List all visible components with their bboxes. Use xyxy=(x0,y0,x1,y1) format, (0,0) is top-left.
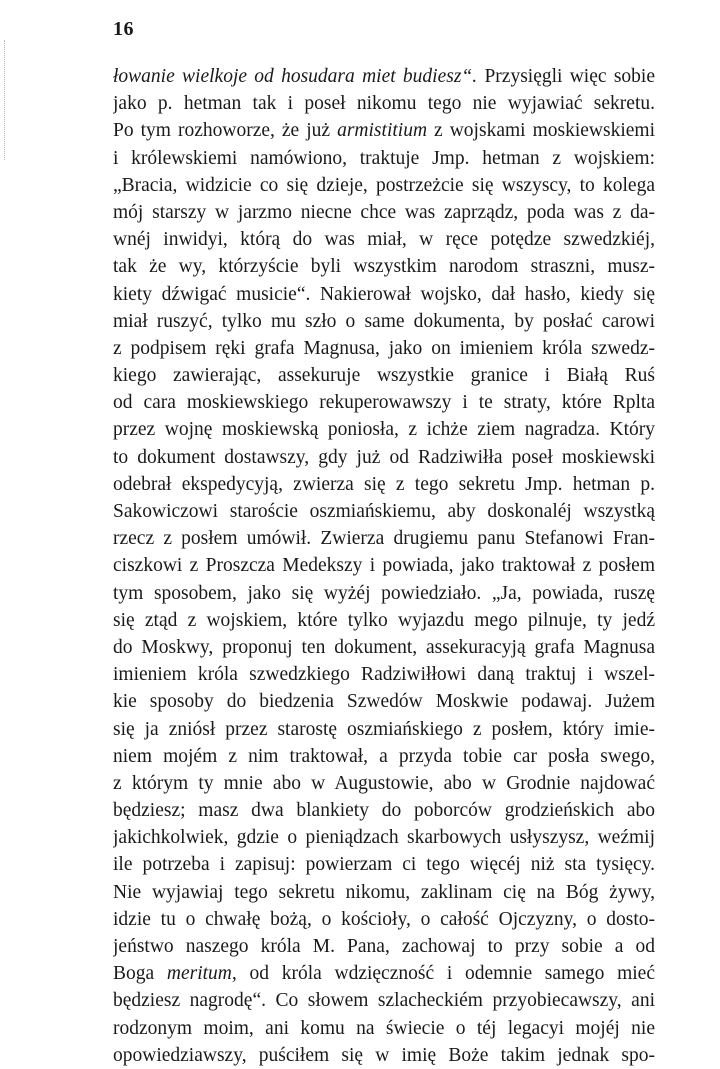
text-line xyxy=(113,770,655,797)
margin-scan-artifact xyxy=(4,40,7,160)
text-segment: idzie tu o chwałę bożą, o kościoły, o całość Ojczyzny, o dosto- xyxy=(113,908,655,930)
text-line xyxy=(113,960,655,987)
text-line xyxy=(113,906,655,933)
text-line xyxy=(113,145,655,172)
text-line xyxy=(113,661,655,688)
text-segment: wnéj inwidyi, którą do was miał, w ręce potędze szwedzkiéj, xyxy=(113,229,655,251)
text-segment: opowiedziawszy, puściłem się w imię Boże takim jednak spo- xyxy=(113,1044,655,1066)
text-line xyxy=(113,716,655,743)
text-segment: będziesz; masz dwa blankiety do poborców grodzieńskich abo xyxy=(113,800,655,822)
text-line xyxy=(113,308,655,335)
text-segment: jeństwo naszego króla M. Pana, zachowaj to przy sobie a od xyxy=(113,936,655,957)
text-segment: Przysięgli więc sobie xyxy=(477,66,655,87)
text-line xyxy=(113,90,655,117)
text-segment: z którym ty mnie abo w Augustowie, abo w Grodnie najdować xyxy=(113,772,655,794)
text-line xyxy=(113,362,655,389)
text-line xyxy=(113,281,655,308)
text-line xyxy=(113,851,655,878)
text-segment: z wojskami moskiewskiemi xyxy=(427,120,655,142)
text-line xyxy=(113,389,655,416)
text-segment: będziesz nagrodę“. Co słowem szlacheckiém przyobiecawszy, ani xyxy=(113,990,655,1012)
italic-text: łowanie wielkoje od hosudara miet budiesz“. xyxy=(113,66,478,87)
text-line xyxy=(113,226,655,253)
text-line xyxy=(113,471,655,498)
italic-text: meritum xyxy=(166,963,232,985)
text-segment: od cara moskiewskiego rekuperowawszy i te straty, które Rplta xyxy=(113,392,655,414)
text-line xyxy=(113,1042,655,1069)
text-line xyxy=(113,879,655,906)
text-segment: niem mojém z nim traktował, a przyda tobie car posła swego, xyxy=(113,745,655,767)
text-segment: rzecz z posłem umówił. Zwierza drugiemu panu Stefanowi Fran- xyxy=(113,528,655,550)
text-line xyxy=(113,634,655,661)
text-line xyxy=(113,743,655,770)
text-segment: rodzonym moim, ani komu na świecie o téj legacyi mojéj nie xyxy=(113,1017,655,1039)
text-line xyxy=(113,498,655,525)
text-segment: , od króla wdzięczność i odemnie samego mieć xyxy=(231,963,655,985)
text-line xyxy=(113,797,655,824)
page-number: 16 xyxy=(113,18,134,40)
text-segment: odebrał ekspedycyją, zwierza się z tego sekretu Jmp. hetman p. xyxy=(113,473,655,495)
text-segment: Nie wyjawiaj tego sekretu nikomu, zaklinam cię na Bóg żywy, xyxy=(113,881,655,903)
text-segment: kie sposoby do biedzenia Szwedów Moskwie podawaj. Jużem xyxy=(113,691,655,713)
text-segment: z podpisem ręki grafa Magnusa, jako on imieniem króla szwedz- xyxy=(113,337,655,359)
text-line xyxy=(113,525,655,552)
text-line xyxy=(113,933,655,960)
text-segment: imieniem króla szwedzkiego Radziwiłłowi daną traktuj i wszel- xyxy=(113,664,655,686)
text-segment: kiego zawierając, assekuruje wszystkie granice i Białą Ruś xyxy=(113,365,655,387)
text-line xyxy=(113,444,655,471)
text-segment: tym sposobem, jako się wyżéj powiedziało. „Ja, powiada, ruszę xyxy=(113,582,655,604)
text-line xyxy=(113,199,655,226)
text-segment: się ja zniósł przez starostę oszmiańskiego z posłem, który imie- xyxy=(113,718,655,740)
text-line xyxy=(113,117,655,144)
text-segment: miał ruszyć, tylko mu szło o same dokumenta, by posłać carowi xyxy=(113,310,655,332)
italic-text: armistitium xyxy=(337,120,428,142)
text-segment: to dokument dostawszy, gdy już od Radziwiłła poseł moskiewski xyxy=(113,446,655,468)
text-line xyxy=(113,416,655,443)
body-text xyxy=(113,63,655,1069)
text-line xyxy=(113,335,655,362)
text-line xyxy=(113,607,655,634)
text-line xyxy=(113,552,655,579)
text-segment: się ztąd z wojskiem, które tylko wyjazdu mego pilnuje, ty jedź xyxy=(113,609,655,631)
text-segment: Boga xyxy=(113,963,167,985)
text-segment: ciszkowi z Proszcza Medekszy i powiada, jako traktował z posłem xyxy=(113,555,655,577)
text-segment: jakichkolwiek, gdzie o pieniądzach skarbowych usłyszysz, weźmij xyxy=(113,827,655,849)
text-segment: ile potrzeba i zapisuj: powierzam ci tego więcéj niż sta tysięcy. xyxy=(113,854,655,876)
text-segment: tak że wy, którzyście byli wszystkim narodom straszni, musz- xyxy=(113,256,655,278)
text-line xyxy=(113,253,655,280)
text-line xyxy=(113,688,655,715)
text-line xyxy=(113,63,655,90)
text-segment: kiety dźwigać musicie“. Nakierował wojsko, dał hasło, kiedy się xyxy=(113,283,655,305)
text-line xyxy=(113,580,655,607)
text-segment: i królewskiemi namówiono, traktuje Jmp. hetman z wojskiem: xyxy=(113,147,655,169)
text-segment: mój starszy w jarzmo niecne chce was zaprządz, poda was z da- xyxy=(113,201,655,223)
text-line xyxy=(113,824,655,851)
text-segment: Po tym rozhoworze, że już xyxy=(113,120,338,142)
text-segment: jako p. hetman tak i poseł nikomu tego nie wyjawiać sekretu. xyxy=(113,93,655,115)
text-line xyxy=(113,987,655,1014)
text-line xyxy=(113,172,655,199)
text-segment: do Moskwy, proponuj ten dokument, assekuracyją grafa Magnusa xyxy=(113,636,655,658)
text-segment: przez wojnę moskiewską poniosła, z ichże ziem nagradza. Który xyxy=(113,419,655,441)
text-segment: Sakowiczowi staroście oszmiańskiemu, aby doskonaléj wszystką xyxy=(113,501,655,522)
text-segment: „Bracia, widzicie co się dzieje, postrzeżcie się wszyscy, to kolega xyxy=(113,174,655,196)
